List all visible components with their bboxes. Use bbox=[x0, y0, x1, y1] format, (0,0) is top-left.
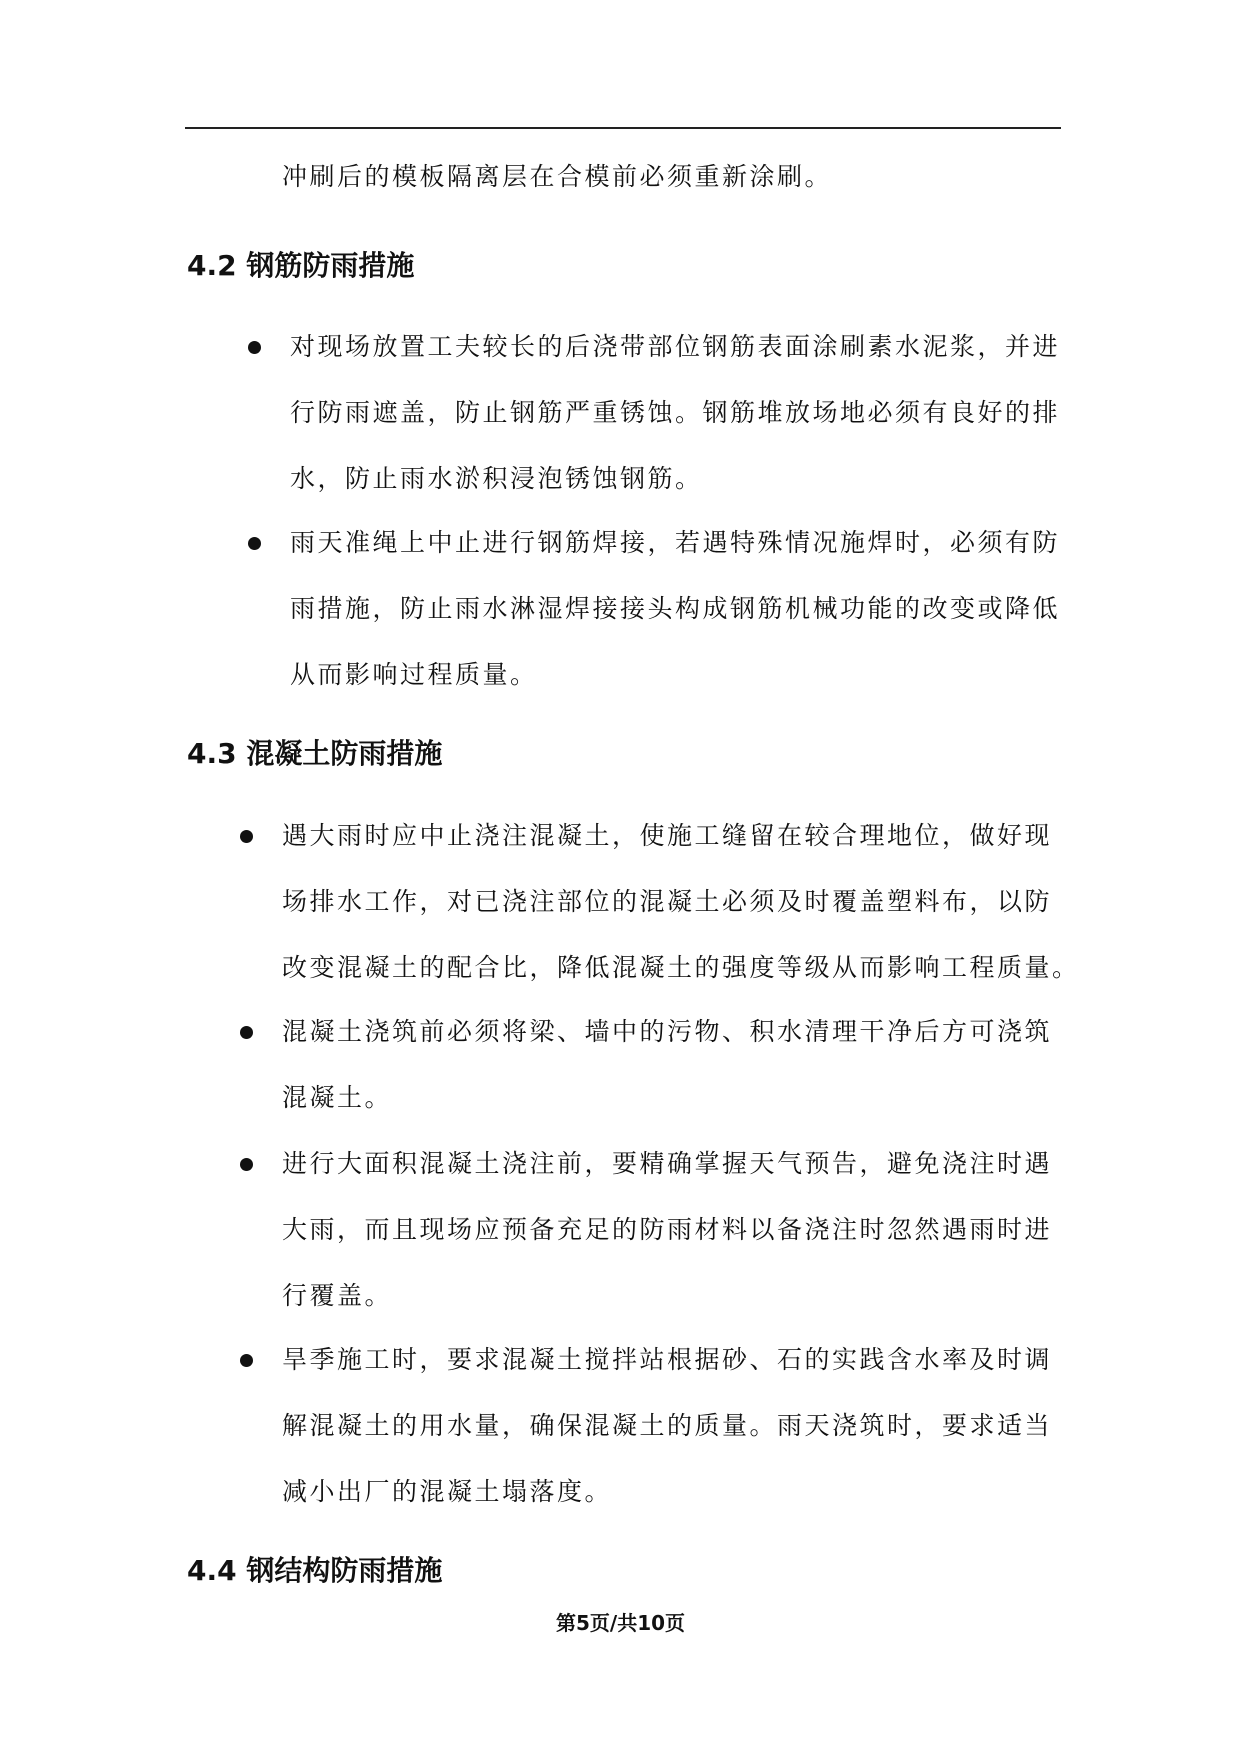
section-heading-4-2: 4.2 钢筋防雨措施 bbox=[187, 249, 415, 282]
list-item-line: 从而影响过程质量。 bbox=[290, 660, 538, 689]
list-item-line: 雨天准绳上中止进行钢筋焊接，若遇特殊情况施焊时，必须有防 bbox=[290, 528, 1061, 557]
bullet-icon bbox=[248, 341, 261, 354]
bullet-icon bbox=[240, 1026, 253, 1039]
list-item-line: 混凝土。 bbox=[282, 1083, 393, 1112]
list-item-line: 减小出厂的混凝土塌落度。 bbox=[282, 1477, 613, 1506]
list-item-line: 混凝土浇筑前必须将梁、墙中的污物、积水清理干净后方可浇筑 bbox=[282, 1017, 1053, 1046]
bullet-icon bbox=[240, 830, 253, 843]
list-item-line: 场排水工作，对已浇注部位的混凝土必须及时覆盖塑料布，以防 bbox=[282, 887, 1053, 916]
list-item-line: 解混凝土的用水量，确保混凝土的质量。雨天浇筑时，要求适当 bbox=[282, 1411, 1053, 1440]
list-item-line: 行防雨遮盖，防止钢筋严重锈蚀。钢筋堆放场地必须有良好的排 bbox=[290, 398, 1061, 427]
page-number-footer: 第5页/共10页 bbox=[555, 1611, 686, 1635]
list-item-line: 行覆盖。 bbox=[282, 1281, 393, 1310]
bullet-icon bbox=[240, 1354, 253, 1367]
list-item-line: 雨措施，防止雨水淋湿焊接接头构成钢筋机械功能的改变或降低 bbox=[290, 594, 1061, 623]
list-item-line: 旱季施工时，要求混凝土搅拌站根据砂、石的实践含水率及时调 bbox=[282, 1345, 1053, 1374]
section-heading-4-4: 4.4 钢结构防雨措施 bbox=[187, 1554, 443, 1587]
list-item-line: 对现场放置工夫较长的后浇带部位钢筋表面涂刷素水泥浆，并进 bbox=[290, 332, 1061, 361]
bullet-icon bbox=[248, 537, 261, 550]
header-rule bbox=[185, 127, 1061, 129]
list-item-line: 水，防止雨水淤积浸泡锈蚀钢筋。 bbox=[290, 464, 703, 493]
list-item-line: 遇大雨时应中止浇注混凝土，使施工缝留在较合理地位，做好现 bbox=[282, 821, 1053, 850]
section-heading-4-3: 4.3 混凝土防雨措施 bbox=[187, 737, 443, 770]
continuation-paragraph: 冲刷后的模板隔离层在合模前必须重新涂刷。 bbox=[282, 162, 833, 191]
list-item-line: 改变混凝土的配合比，降低混凝土的强度等级从而影响工程质量。 bbox=[282, 953, 1080, 982]
list-item-line: 进行大面积混凝土浇注前，要精确掌握天气预告，避免浇注时遇 bbox=[282, 1149, 1053, 1178]
bullet-icon bbox=[240, 1158, 253, 1171]
list-item-line: 大雨，而且现场应预备充足的防雨材料以备浇注时忽然遇雨时进 bbox=[282, 1215, 1053, 1244]
